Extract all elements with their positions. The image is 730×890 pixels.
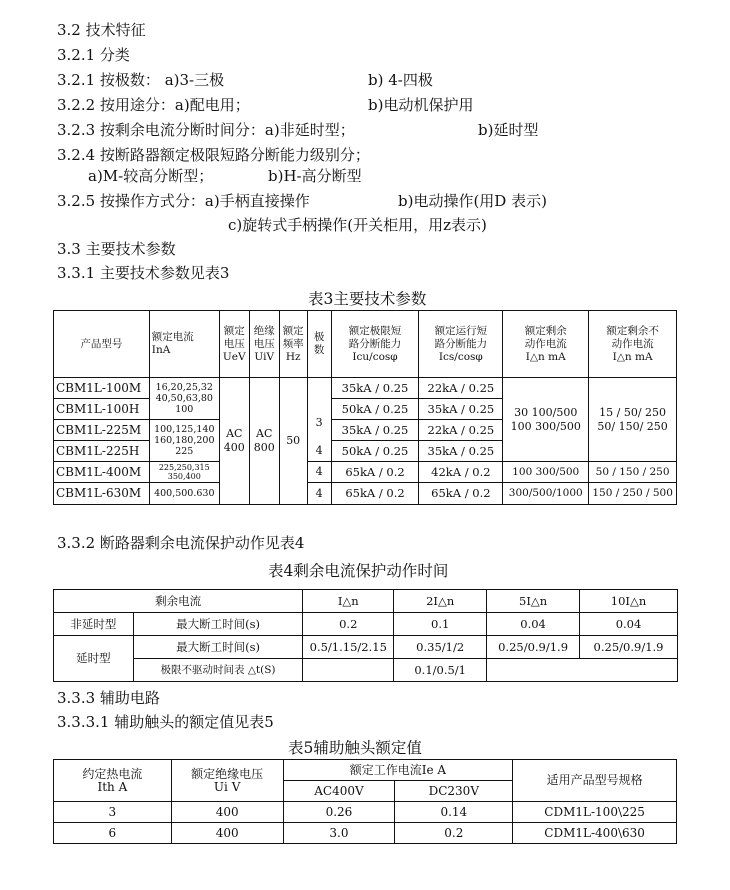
ics-cell: 35kA / 0.25: [419, 399, 503, 420]
th-rnop: [589, 311, 677, 378]
item-3-2-4-b: b)H-高分断型: [268, 167, 362, 185]
th-rnop-l2: 动作电流: [611, 337, 654, 350]
th-residual: 剩余电流: [54, 590, 303, 613]
value-cell: 0.35/1/2: [394, 636, 487, 659]
th-rop: [503, 311, 589, 378]
item-3-3-1: 3.3.1 主要技术参数见表3: [57, 264, 230, 282]
th-poles-l2: 数: [313, 344, 325, 356]
item-3-2-4-a: a)M-较高分断型；: [88, 167, 214, 185]
ui-l2: 800: [253, 441, 275, 454]
th-current: [149, 311, 219, 378]
current-225-l1: 100,125,140: [154, 424, 215, 435]
th-5idn: 5I△n: [487, 590, 580, 613]
ue-l2: 400: [223, 441, 245, 454]
current-cell-100: [149, 378, 219, 420]
th-rop-l3: I△n mA: [525, 350, 566, 363]
item-3-2-2-b: b)电动机保护用: [368, 96, 474, 114]
th-poles-l1: 极: [313, 331, 325, 343]
value-cell: 0.1/0.5/1: [394, 659, 487, 682]
table-row: [54, 483, 677, 505]
table4-residual-current-time: [53, 589, 678, 682]
ui-cell: 400: [171, 823, 283, 844]
current-cell-225: [149, 420, 219, 462]
table-row: [54, 378, 677, 399]
ue-l1: AC: [226, 427, 243, 440]
th-freq-l1: 额定: [282, 324, 304, 337]
th-ue: [219, 311, 249, 378]
th-current-l2: InA: [151, 344, 171, 356]
table-row: [54, 659, 678, 682]
current-400-l2: 350,400: [167, 472, 201, 481]
item-3-2-5-a: 3.2.5 按操作方式分：a)手柄直接操作: [57, 192, 310, 210]
item-3-2-3-a: 3.2.3 按剩余电流分断时间分：a)非延时型；: [57, 121, 355, 139]
rop-cell-c: 300/500/1000: [503, 483, 589, 505]
th-icu-l2: 路分断能力: [348, 337, 402, 350]
item-3-2-5-c: c)旋转式手柄操作(开关柜用，用z表示): [228, 216, 487, 234]
max-break-label-2: 最大断工时间(s): [133, 636, 303, 659]
table-row: [54, 636, 678, 659]
model-cell: CBM1L-225M: [54, 420, 150, 441]
icu-cell: 65kA / 0.2: [331, 483, 419, 505]
th-ui5-l1: 额定绝缘电压: [191, 766, 264, 781]
th-1idn: I△n: [303, 590, 394, 613]
item-3-2-1-1-a: 3.2.1 按极数： a)3-三极: [57, 71, 225, 89]
current-100-l1: 16,20,25,32: [155, 382, 213, 393]
model-cell: CBM1L-225H: [54, 441, 150, 462]
th-ui-l3: UiV: [254, 350, 275, 363]
poles-3: 3: [315, 416, 323, 429]
current-cell-630: 400,500.630: [149, 483, 219, 505]
value-cell: 0.04: [580, 613, 678, 636]
th-rop-l1: 额定剩余: [524, 324, 567, 337]
th-10idn: 10I△n: [580, 590, 678, 613]
item-3-2-3-b: b)延时型: [478, 121, 539, 139]
th-ac400: AC400V: [283, 781, 395, 802]
max-break-label: 最大断工时间(s): [133, 613, 303, 636]
th-ics-l3: Ics/cosφ: [438, 350, 483, 363]
heading-3-2: 3.2 技术特征: [57, 21, 146, 39]
current-100-l3: 100: [175, 404, 194, 415]
nondelay-label: 非延时型: [54, 613, 134, 636]
rnop-cell-b: 50 / 150 / 250: [589, 462, 677, 483]
value-cell: 0.2: [303, 613, 394, 636]
rnop-cell-c: 150 / 250 / 500: [589, 483, 677, 505]
value-cell: 0.25/0.9/1.9: [487, 636, 580, 659]
model-cell: CBM1L-100M: [54, 378, 150, 399]
item-3-3-3-1: 3.3.3.1 辅助触头的额定值见表5: [57, 713, 274, 731]
th-ith-l1: 约定热电流: [82, 766, 143, 781]
value-cell: 0.25/0.9/1.9: [580, 636, 678, 659]
item-3-3-2: 3.3.2 断路器剩余电流保护动作见表4: [57, 534, 305, 552]
rop-cell-b: 100 300/500: [503, 462, 589, 483]
ui-cell: [249, 378, 279, 505]
rnop-cell-a: [589, 378, 677, 462]
ics-cell: 22kA / 0.25: [419, 378, 503, 399]
icu-cell: 65kA / 0.2: [331, 462, 419, 483]
value-cell: 0.04: [487, 613, 580, 636]
rnop-a-l2: 50/ 150/ 250: [597, 419, 668, 433]
empty-cell: [303, 659, 394, 682]
table3-main-parameters: [53, 310, 677, 505]
current-100-l2: 40,50,63,80: [155, 393, 213, 404]
th-ue-l2: 电压: [223, 337, 245, 350]
icu-cell: 50kA / 0.25: [331, 441, 419, 462]
delay-label: 延时型: [54, 636, 134, 682]
th-rnop-l3: I△n mA: [612, 350, 653, 363]
item-3-2-4: 3.2.4 按断路器额定极限短路分断能力级别分；: [57, 146, 370, 164]
ui-l1: AC: [256, 427, 273, 440]
table-row: [54, 802, 677, 823]
th-freq-l3: Hz: [285, 350, 301, 363]
th-model5: 适用产品型号规格: [513, 760, 677, 802]
th-icu: [331, 311, 419, 378]
icu-cell: 35kA / 0.25: [331, 378, 419, 399]
th-icu-l3: Icu/cosφ: [352, 350, 398, 363]
th-ui-l1: 绝缘: [253, 324, 275, 337]
th-dc230: DC230V: [395, 781, 513, 802]
th-ith: [54, 760, 172, 802]
th-ics-l2: 路分断能力: [434, 337, 488, 350]
ith-cell: 6: [54, 823, 172, 844]
model-cell: CBM1L-400M: [54, 462, 150, 483]
model-cell: CDM1L-400\630: [513, 823, 677, 844]
rop-a-l1: 30 100/500: [514, 405, 578, 419]
th-freq-l2: 频率: [282, 337, 304, 350]
current-400-l1: 225,250,315: [158, 463, 210, 472]
th-ics: [419, 311, 503, 378]
th-ui-l2: 电压: [253, 337, 275, 350]
model-cell: CBM1L-100H: [54, 399, 150, 420]
poles-cell-400: 4: [307, 462, 331, 483]
icu-cell: 50kA / 0.25: [331, 399, 419, 420]
limit-nondrive-label: 极限不驱动时间表 △t(S): [133, 659, 303, 682]
ue-cell: [219, 378, 249, 505]
empty-cell: [487, 659, 678, 682]
th-ie: 额定工作电流Ie A: [283, 760, 513, 781]
table-row: [54, 462, 677, 483]
ac-cell: 0.26: [283, 802, 395, 823]
rnop-a-l1: 15 / 50/ 250: [599, 405, 667, 419]
th-ue-l3: UeV: [222, 350, 246, 363]
th-icu-l1: 额定极限短: [348, 324, 402, 337]
value-cell: 0.1: [394, 613, 487, 636]
th-ics-l1: 额定运行短: [434, 324, 488, 337]
table3-header-row: [54, 311, 677, 378]
th-ui5-l2: Ui V: [213, 779, 241, 794]
current-225-l2: 160,180,200: [154, 435, 215, 446]
current-cell-400: [149, 462, 219, 483]
ac-cell: 3.0: [283, 823, 395, 844]
hz-cell: 50: [279, 378, 307, 505]
item-3-2-5-b: b)电动操作(用D 表示): [398, 192, 547, 210]
model-cell: CBM1L-630M: [54, 483, 150, 505]
poles-4: 4: [315, 444, 323, 457]
ics-cell: 42kA / 0.2: [419, 462, 503, 483]
item-3-2-1-1-b: b) 4-四极: [368, 71, 433, 89]
item-3-2-2-a: 3.2.2 按用途分：a)配电用；: [57, 96, 250, 114]
poles-cell-630: 4: [307, 483, 331, 505]
table5-header-row: [54, 760, 677, 781]
rop-a-l2: 100 300/500: [510, 419, 581, 433]
th-ui: [249, 311, 279, 378]
heading-3-2-1: 3.2.1 分类: [57, 46, 130, 64]
dc-cell: 0.14: [395, 802, 513, 823]
table-row: [54, 823, 677, 844]
th-current-l1: 额定电流: [151, 331, 194, 343]
poles-cell-3-4: [307, 378, 331, 462]
table5-aux-contacts: [53, 759, 677, 844]
icu-cell: 35kA / 0.25: [331, 420, 419, 441]
th-poles: [307, 311, 331, 378]
table3-caption: 表3主要技术参数: [308, 290, 427, 308]
th-2idn: 2I△n: [394, 590, 487, 613]
dc-cell: 0.2: [395, 823, 513, 844]
current-225-l3: 225: [175, 446, 194, 457]
table4-caption: 表4剩余电流保护动作时间: [268, 562, 449, 580]
table-row: [54, 613, 678, 636]
rop-cell-a: [503, 378, 589, 462]
table4-header-row: [54, 590, 678, 613]
ics-cell: 65kA / 0.2: [419, 483, 503, 505]
th-ue-l1: 额定: [223, 324, 245, 337]
th-model: 产品型号: [54, 311, 150, 378]
model-cell: CDM1L-100\225: [513, 802, 677, 823]
ui-cell: 400: [171, 802, 283, 823]
heading-3-3: 3.3 主要技术参数: [57, 240, 176, 258]
heading-3-3-3: 3.3.3 辅助电路: [57, 689, 160, 707]
th-freq: [279, 311, 307, 378]
ics-cell: 35kA / 0.25: [419, 441, 503, 462]
table5-caption: 表5辅助触头额定值: [288, 739, 422, 757]
ics-cell: 22kA / 0.25: [419, 420, 503, 441]
th-ith-l2: Ith A: [97, 779, 128, 794]
ith-cell: 3: [54, 802, 172, 823]
th-ui5: [171, 760, 283, 802]
th-rnop-l1: 额定剩余不: [606, 324, 659, 337]
th-rop-l2: 动作电流: [524, 337, 567, 350]
value-cell: 0.5/1.15/2.15: [303, 636, 394, 659]
